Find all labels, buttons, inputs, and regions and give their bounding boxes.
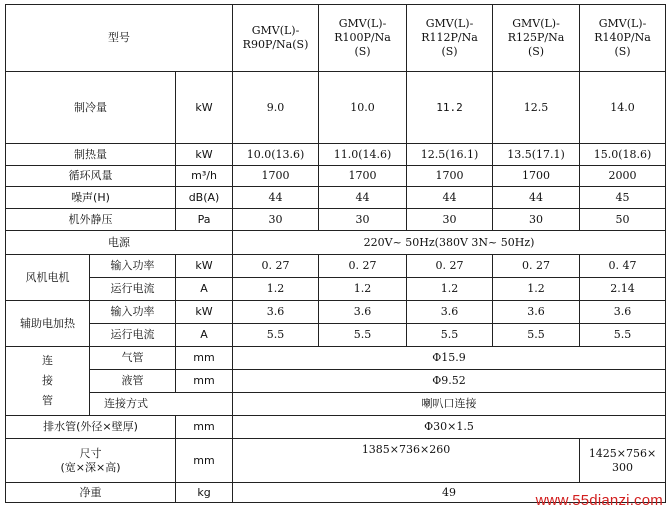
aux-heater-power-row <box>6 301 666 324</box>
row-label: 循环风量 <box>6 166 176 187</box>
value-cell: 30 <box>493 209 580 231</box>
row-label: 输入功率 <box>90 255 176 278</box>
value-cell: 9.0 <box>233 72 319 144</box>
header-row <box>6 5 666 72</box>
value-cell: 15.0(18.6) <box>580 144 666 166</box>
dimensions-label: 尺寸 (宽×深×高) <box>6 439 176 483</box>
value-cell: 10.0(13.6) <box>233 144 319 166</box>
value-cell: 5.5 <box>407 324 493 347</box>
row-label: 噪声(H) <box>6 187 176 209</box>
model-cell: GMV(L)- R140P/Na (S) <box>580 5 666 72</box>
value-cell: 12.5(16.1) <box>407 144 493 166</box>
value-cell: 5.5 <box>580 324 666 347</box>
model-cell: GMV(L)- R112P/Na (S) <box>407 5 493 72</box>
model-cell: GMV(L)- R90P/Na(S) <box>233 5 319 72</box>
fan-motor-current-row <box>6 278 666 301</box>
value-cell: 1.2 <box>407 278 493 301</box>
value-cell: 0. 27 <box>493 255 580 278</box>
value-cell: 3.6 <box>493 301 580 324</box>
value-cell: 5.5 <box>493 324 580 347</box>
value-cell: 11.0(14.6) <box>319 144 407 166</box>
value-cell: 1.2 <box>319 278 407 301</box>
gas-pipe-value: Φ15.9 <box>233 347 666 370</box>
unit-cell: Pa <box>176 209 233 231</box>
liquid-pipe-value: Φ9.52 <box>233 370 666 393</box>
heating-row <box>6 144 666 166</box>
power-supply-value: 220V~ 50Hz(380V 3N~ 50Hz) <box>233 231 666 255</box>
row-label: 运行电流 <box>90 278 176 301</box>
value-cell: 5.5 <box>233 324 319 347</box>
value-cell: 5.5 <box>319 324 407 347</box>
airflow-row <box>6 166 666 187</box>
value-cell: 45 <box>580 187 666 209</box>
unit-cell: m³/h <box>176 166 233 187</box>
unit-cell: kW <box>176 72 233 144</box>
row-label: 排水管(外径×壁厚) <box>6 416 176 439</box>
noise-row <box>6 187 666 209</box>
row-label: 机外静压 <box>6 209 176 231</box>
static-pressure-row <box>6 209 666 231</box>
value-cell: 12.5 <box>493 72 580 144</box>
unit-cell: kW <box>176 255 233 278</box>
value-cell: 30 <box>407 209 493 231</box>
row-label: 输入功率 <box>90 301 176 324</box>
value-cell: 2000 <box>580 166 666 187</box>
cooling-row <box>6 72 666 144</box>
value-cell: 44 <box>319 187 407 209</box>
spec-table-container <box>5 4 666 503</box>
value-cell: 1700 <box>493 166 580 187</box>
dimensions-value: 1385×736×260 <box>233 439 580 483</box>
unit-cell: A <box>176 278 233 301</box>
unit-cell: dB(A) <box>176 187 233 209</box>
value-cell: 13.5(17.1) <box>493 144 580 166</box>
row-label: 电源 <box>6 231 233 255</box>
value-cell: 50 <box>580 209 666 231</box>
connection-value: 喇叭口连接 <box>233 393 666 416</box>
fan-motor-power-row <box>6 255 666 278</box>
value-cell: 10.0 <box>319 72 407 144</box>
value-cell: 0. 47 <box>580 255 666 278</box>
unit-cell: mm <box>176 416 233 439</box>
value-cell: 3.6 <box>319 301 407 324</box>
drain-pipe-value: Φ30×1.5 <box>233 416 666 439</box>
drain-pipe-row <box>6 416 666 439</box>
fan-motor-label: 风机电机 <box>6 255 90 301</box>
unit-cell: kW <box>176 301 233 324</box>
value-cell: 1.2 <box>493 278 580 301</box>
piping-label: 连 接 管 <box>6 347 90 416</box>
row-label: 运行电流 <box>90 324 176 347</box>
dimensions-value-last: 1425×756× 300 <box>580 439 666 483</box>
value-cell: 30 <box>319 209 407 231</box>
value-cell: 44 <box>407 187 493 209</box>
net-weight-value: 49 <box>233 483 666 503</box>
value-cell: 1700 <box>407 166 493 187</box>
row-label: 制热量 <box>6 144 176 166</box>
value-cell: 0. 27 <box>233 255 319 278</box>
value-cell: 1.2 <box>233 278 319 301</box>
aux-heater-current-row <box>6 324 666 347</box>
gas-pipe-row <box>6 347 666 370</box>
value-cell: 30 <box>233 209 319 231</box>
model-header: 型号 <box>6 5 233 72</box>
aux-heater-label: 辅助电加热 <box>6 301 90 347</box>
value-cell: 2.14 <box>580 278 666 301</box>
connection-row <box>6 393 666 416</box>
unit-cell: kW <box>176 144 233 166</box>
unit-cell: mm <box>176 439 233 483</box>
row-label: 液管 <box>90 370 176 393</box>
value-cell: 0. 27 <box>407 255 493 278</box>
unit-cell: kg <box>176 483 233 503</box>
model-cell: GMV(L)- R100P/Na (S) <box>319 5 407 72</box>
value-cell: 11.2 <box>407 72 493 144</box>
value-cell: 44 <box>233 187 319 209</box>
value-cell: 0. 27 <box>319 255 407 278</box>
value-cell: 1700 <box>233 166 319 187</box>
power-supply-row <box>6 231 666 255</box>
row-label: 连接方式 <box>90 393 233 416</box>
unit-cell: A <box>176 324 233 347</box>
value-cell: 3.6 <box>233 301 319 324</box>
value-cell: 44 <box>493 187 580 209</box>
unit-cell: mm <box>176 347 233 370</box>
model-cell: GMV(L)- R125P/Na (S) <box>493 5 580 72</box>
spec-table <box>5 4 666 503</box>
dimensions-row <box>6 439 666 483</box>
value-cell: 1700 <box>319 166 407 187</box>
liquid-pipe-row <box>6 370 666 393</box>
value-cell: 14.0 <box>580 72 666 144</box>
value-cell: 3.6 <box>407 301 493 324</box>
row-label: 净重 <box>6 483 176 503</box>
row-label: 气管 <box>90 347 176 370</box>
unit-cell: mm <box>176 370 233 393</box>
watermark: www.55dianzi.com <box>535 492 663 509</box>
value-cell: 3.6 <box>580 301 666 324</box>
row-label: 制冷量 <box>6 72 176 144</box>
